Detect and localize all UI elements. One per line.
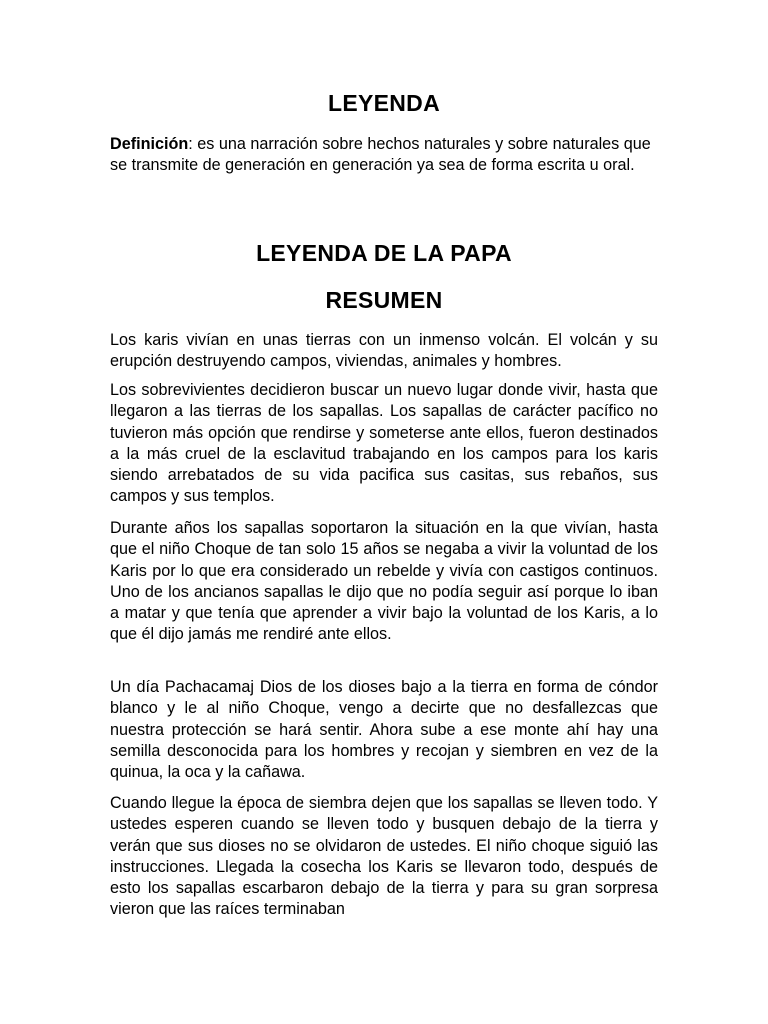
body-paragraph: Los karis vivían en unas tierras con un inmenso volcán. El volcán y su erupción destruyendo campos, viviendas, animales y hombres. xyxy=(110,331,658,371)
body-paragraph: Un día Pachacamaj Dios de los dioses bajo a la tierra en forma de cóndor blanco y le al niño Choque, vengo a decirte que no desfallezcas que nuestra protección se hará sentir. Ahora sube a ese monte ahí hay una semilla desconocida para los hombres y recojan y siembren en vez de la quinua, la oca y la cañawa. xyxy=(110,678,658,782)
body-paragraph: Cuando llegue la época de siembra dejen que los sapallas se lleven todo. Y ustedes esperen cuando se lleven todo y busquen debajo de la tierra y verán que sus dioses no se olvidaron de ustedes. El niño choque siguió las instrucciones. Llegada la cosecha los Karis se llevaron todo, después de esto los sapallas escarbaron debajo de la tierra y para su gran sorpresa vieron que las raíces terminaban xyxy=(110,794,658,919)
story-title: LEYENDA DE LA PAPA xyxy=(256,240,512,266)
document-title: LEYENDA xyxy=(327,90,440,116)
definition-text: : es una narración sobre hechos naturales y sobre naturales que se transmite de generación en generación ya sea de forma escrita u oral. xyxy=(110,135,651,175)
definition-term: Definición xyxy=(110,135,189,153)
summary-heading: RESUMEN xyxy=(325,287,443,313)
body-paragraph: Los sobrevivientes decidieron buscar un nuevo lugar donde vivir, hasta que llegaron a las tierras de los sapallas. Los sapallas de carácter pacífico no tuvieron más opción que rendirse y someterse ante ellos, fueron destinados a la más cruel de la esclavitud trabajando en los campos para los karis siendo arrebatados de su vida pacifica sus casitas, sus rebaños, sus campos y sus templos. xyxy=(110,381,658,506)
definition-paragraph xyxy=(110,134,658,177)
body-paragraph: Durante años los sapallas soportaron la situación en la que vivían, hasta que el niño Choque de tan solo 15 años se negaba a vivir la voluntad de los Karis por lo que era considerado un rebelde y vivía con castigos continuos. Uno de los ancianos sapallas le dijo que no podía seguir así porque lo iban a matar y que tenía que aprender a vivir bajo la voluntad de los Karis, a lo que él dijo jamás me rendiré ante ellos. xyxy=(110,519,658,644)
